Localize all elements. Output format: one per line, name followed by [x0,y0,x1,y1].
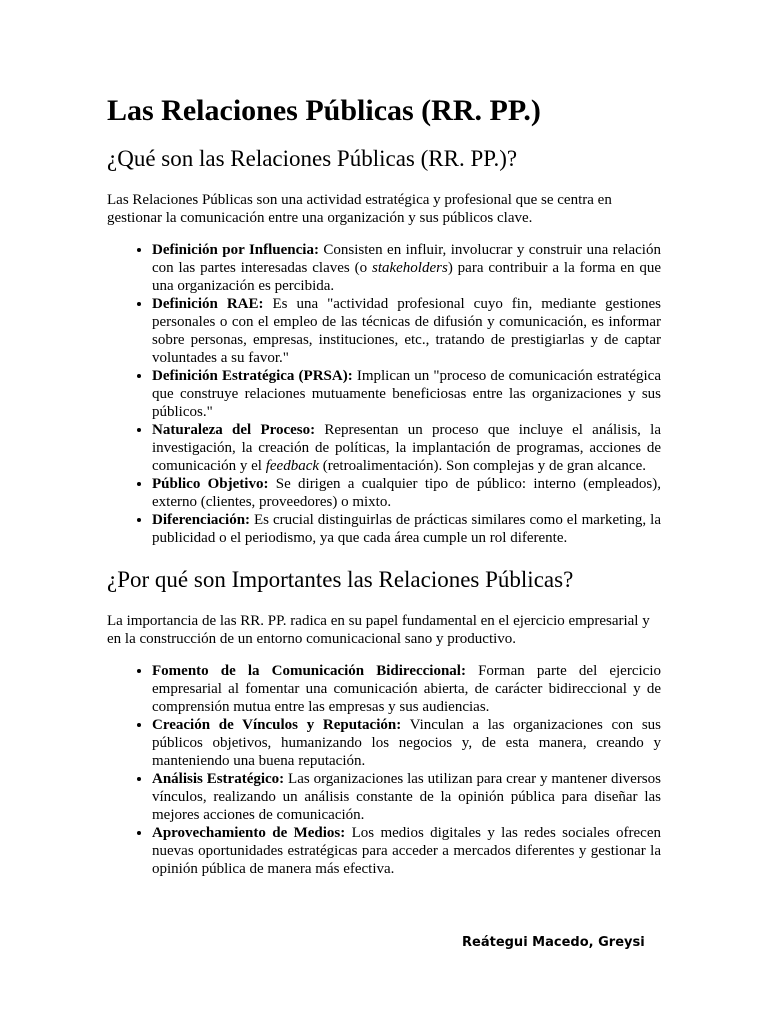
list-item-term: Público Objetivo: [152,476,269,492]
author-signature: Reátegui Macedo, Greysi [462,935,645,950]
list-item-term: Análisis Estratégico: [152,771,285,787]
list-item: • Creación de Vínculos y Reputación: Vinculan a las organizaciones con sus públicos objetivos, humanizando los negocios y, de esta manera, creando y manteniendo una buena reputación. [152,716,661,770]
section-heading-what: ¿Qué son las Relaciones Públicas (RR. PP.)? [107,146,518,171]
definitions-list [107,241,661,547]
list-item-term: Creación de Vínculos y Reputación: [152,717,402,733]
section-intro-why: La importancia de las RR. PP. radica en su papel fundamental en el ejercicio empresarial y en la construcción de un entorno comunicacional sano y productivo. [107,613,650,647]
list-item-term: Naturaleza del Proceso: [152,422,316,438]
list-item-term: Diferenciación: [152,512,251,528]
emphasis-term: stakeholders [371,260,448,276]
section-heading-why: ¿Por qué son Importantes las Relaciones Públicas? [107,567,574,592]
emphasis-term: feedback [265,458,320,474]
list-item-term: Definición Estratégica (PRSA): [152,368,353,384]
list-item: • Público Objetivo: Se dirigen a cualquier tipo de público: interno (empleados), externo (clientes, proveedores) o mixto. [152,475,661,511]
section-intro-what: Las Relaciones Públicas son una actividad estratégica y profesional que se centra en gestionar la comunicación entre una organización y sus públicos clave. [107,192,612,226]
list-item: • Análisis Estratégico: Las organizaciones las utilizan para crear y mantener diversos vínculos, realizando un análisis constante de la opinión pública para diseñar las mejores acciones de comunicación. [152,770,661,824]
document-body [107,92,661,878]
list-item: • Aprovechamiento de Medios: Los medios digitales y las redes sociales ofrecen nuevas oportunidades estratégicas para acceder a mercados diferentes y gestionar la opinión pública de manera más efectiva. [152,824,661,878]
list-item-term: Aprovechamiento de Medios: [152,825,346,841]
list-item: • Definición Estratégica (PRSA): Implican un "proceso de comunicación estratégica que construye relaciones mutuamente beneficiosas entre las organizaciones y sus públicos." [152,367,661,421]
list-item-term: Definición por Influencia: [152,242,319,258]
list-item: • Definición RAE: Es una "actividad profesional cuyo fin, mediante gestiones personales o con el empleo de las técnicas de difusión y comunicación, es informar sobre personas, empresas, instituciones, etc., tratando de prestigiarlas y de captar voluntades a su favor." [152,295,661,367]
document-title: Las Relaciones Públicas (RR. PP.) [107,94,541,127]
list-item: • Fomento de la Comunicación Bidireccional: Forman parte del ejercicio empresarial al fomentar una comunicación abierta, de carácter bidireccional y de comprensión mutua entre las empresas y sus audiencias. [152,662,661,716]
list-item: • Naturaleza del Proceso: Representan un proceso que incluye el análisis, la investigación, la creación de políticas, la implantación de programas, acciones de comunicación y el feedback (retroalimentación). Son complejas y de gran alcance. [152,421,661,475]
importance-list [107,662,661,878]
list-item-term: Definición RAE: [152,296,264,312]
list-item-term: Fomento de la Comunicación Bidireccional: [152,663,466,679]
list-item: • Definición por Influencia: Consisten en influir, involucrar y construir una relación con las partes interesadas claves (o stakeholders) para contribuir a la forma en que una organización es percibida. [152,241,661,295]
list-item: • Diferenciación: Es crucial distinguirlas de prácticas similares como el marketing, la publicidad o el periodismo, ya que cada área cumple un rol diferente. [152,511,661,547]
